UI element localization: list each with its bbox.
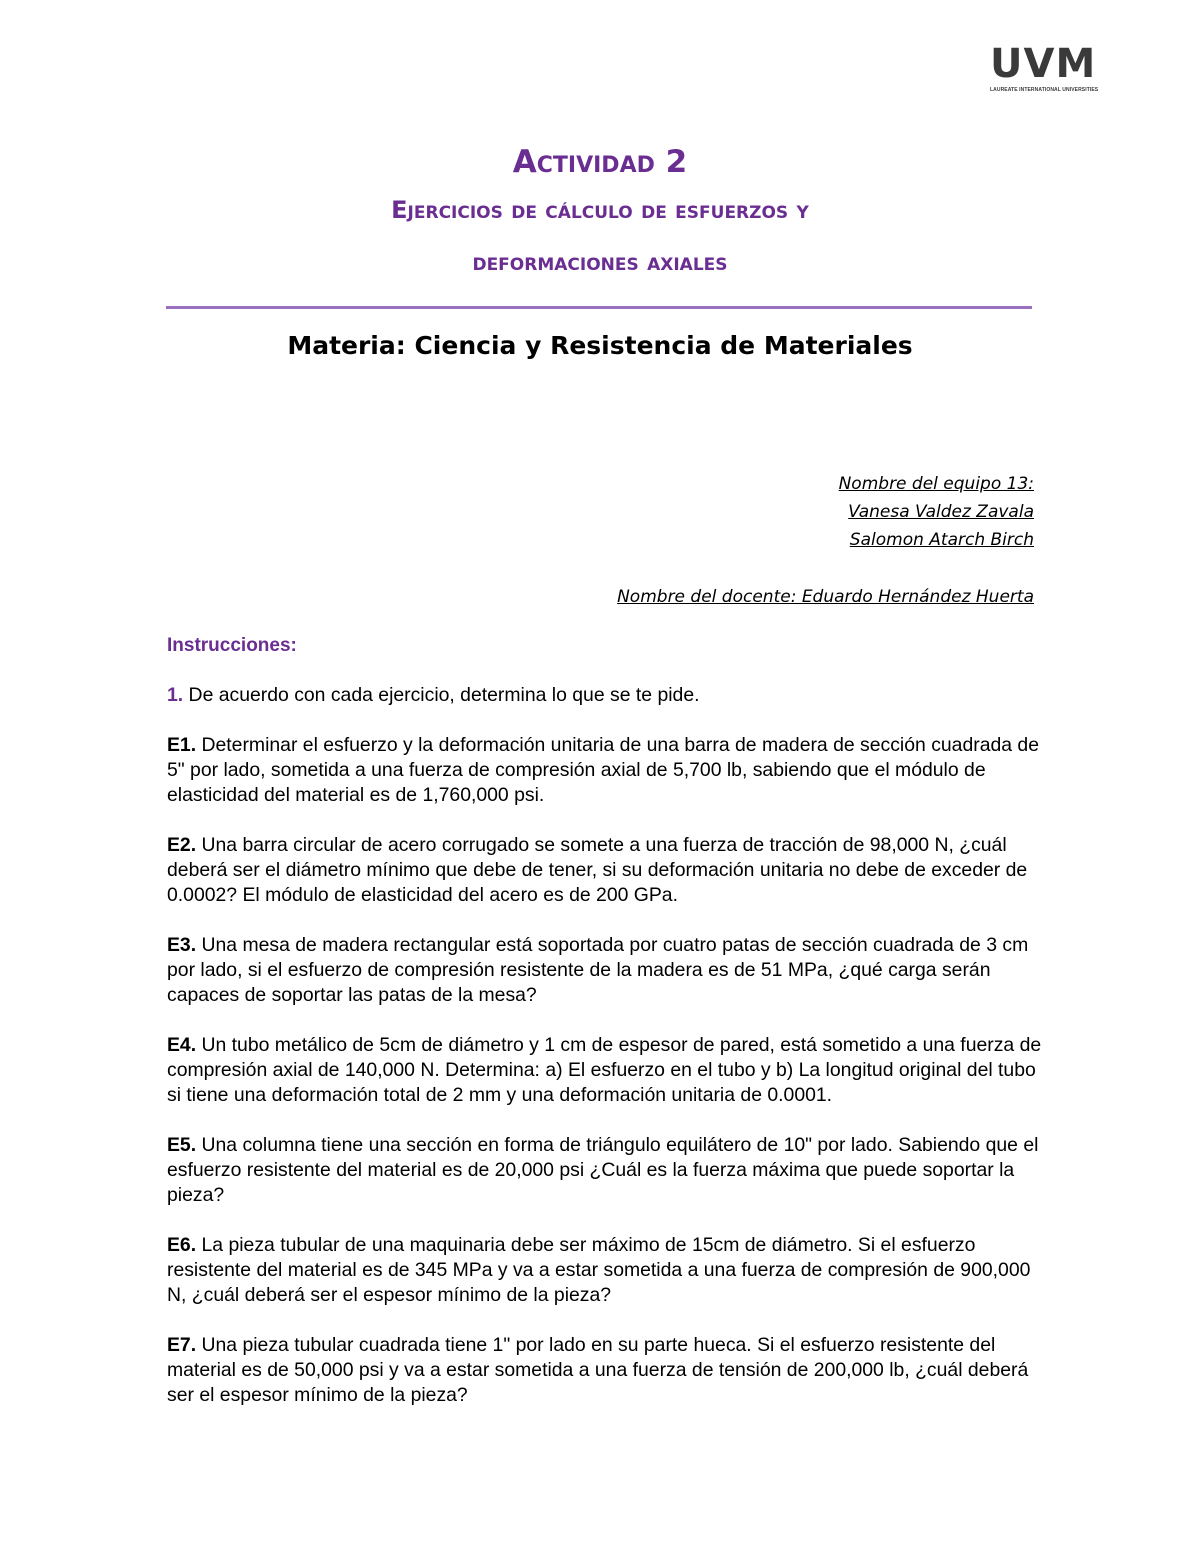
exercise-text: Una pieza tubular cuadrada tiene 1" por lado en su parte hueca. Si el esfuerzo resistente del material es de 50,000 psi y va a estar sometida a una fuerza de tensión de 200,000 lb, ¿cuál deberá ser el espesor mínimo de la pieza?	[167, 1334, 1029, 1406]
exercise-text: Una columna tiene una sección en forma de triángulo equilátero de 10" por lado. Sabiendo que el esfuerzo resistente del material es de 20,000 psi ¿Cuál es la fuerza máxima que puede soportar la pieza?	[167, 1134, 1039, 1206]
instruction-item	[167, 683, 1047, 708]
exercise-label: E2.	[167, 834, 197, 856]
instruction-number: 1.	[167, 684, 184, 706]
team-label: Nombre del equipo 13:	[838, 474, 1034, 494]
team-info	[839, 470, 1034, 554]
exercise-text: La pieza tubular de una maquinaria debe ser máximo de 15cm de diámetro. Si el esfuerzo resistente del material es de 345 MPa y va a estar sometida a una fuerza de compresión de 900,000 N, ¿cuál deberá ser el espesor mínimo de la pieza?	[167, 1234, 1031, 1306]
logo-subtitle: LAUREATE INTERNATIONAL UNIVERSITIES	[990, 87, 1099, 93]
exercise-label: E7.	[167, 1334, 197, 1356]
exercise-text: Un tubo metálico de 5cm de diámetro y 1 cm de espesor de pared, está sometido a una fuerza de compresión axial de 140,000 N. Determina: a) El esfuerzo en el tubo y b) La longitud original del tubo si tiene una deformación total de 2 mm y una deformación unitaria de 0.0001.	[167, 1034, 1042, 1106]
exercise-label: E3.	[167, 934, 197, 956]
exercise-e7	[167, 1333, 1047, 1408]
exercise-e6	[167, 1233, 1047, 1308]
teacher-name: Nombre del docente: Eduardo Hernández Huerta	[617, 587, 1034, 607]
teacher-info	[617, 583, 1034, 611]
team-member: Salomon Atarch Birch	[849, 530, 1034, 550]
logo-text: UVM	[990, 41, 1097, 87]
document-body	[167, 633, 1047, 1433]
uvm-logo	[990, 41, 1116, 96]
exercise-e1	[167, 733, 1047, 808]
exercise-label: E5.	[167, 1134, 197, 1156]
title-line-1: Actividad 2	[512, 144, 688, 180]
title-line-3: deformaciones axiales	[472, 248, 728, 276]
title-divider	[166, 306, 1032, 309]
exercise-e5	[167, 1133, 1047, 1208]
exercise-text: Una barra circular de acero corrugado se somete a una fuerza de tracción de 98,000 N, ¿cuál deberá ser el diámetro mínimo que debe de tener, si su deformación unitaria no debe de exceder de 0.0002? El módulo de elasticidad del acero es de 200 GPa.	[167, 834, 1028, 906]
exercise-label: E1.	[167, 734, 197, 756]
team-member: Vanesa Valdez Zavala	[848, 502, 1034, 522]
exercise-e4	[167, 1033, 1047, 1108]
exercise-text: Determinar el esfuerzo y la deformación unitaria de una barra de madera de sección cuadrada de 5" por lado, sometida a una fuerza de compresión axial de 5,700 lb, sabiendo que el módulo de elasticidad del material es de 1,760,000 psi.	[167, 734, 1040, 806]
document-title	[0, 140, 1200, 288]
exercise-e3	[167, 933, 1047, 1008]
exercise-e2	[167, 833, 1047, 908]
instruction-text: De acuerdo con cada ejercicio, determina lo que se te pide.	[183, 684, 700, 706]
exercise-label: E4.	[167, 1034, 197, 1056]
subject-heading: Materia: Ciencia y Resistencia de Materiales	[287, 331, 913, 360]
instructions-heading: Instrucciones:	[167, 635, 297, 656]
exercise-text: Una mesa de madera rectangular está soportada por cuatro patas de sección cuadrada de 3 cm por lado, si el esfuerzo de compresión resistente de la madera es de 51 MPa, ¿qué carga serán capaces de soportar las patas de la mesa?	[167, 934, 1029, 1006]
exercise-label: E6.	[167, 1234, 197, 1256]
title-line-2: Ejercicios de cálculo de esfuerzos y	[391, 196, 809, 224]
